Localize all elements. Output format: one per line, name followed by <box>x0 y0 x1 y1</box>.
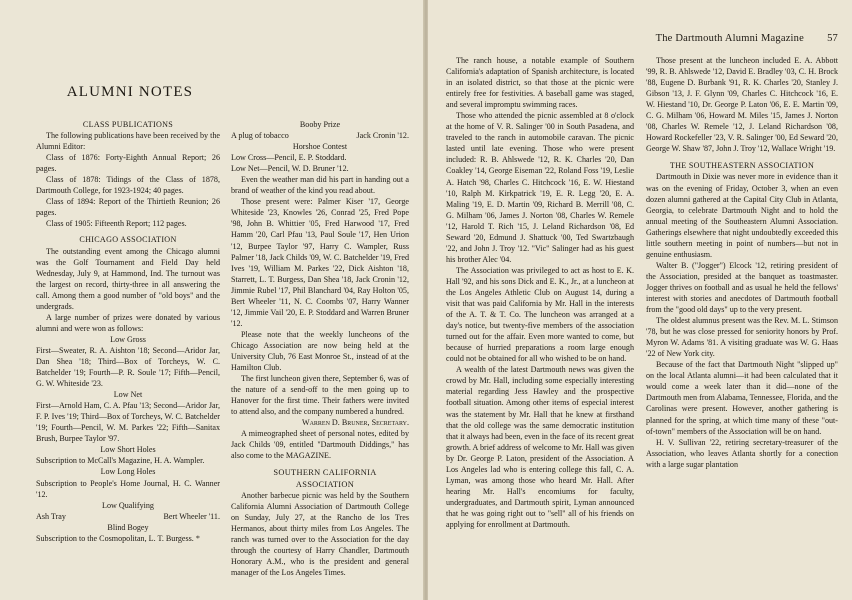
prize-category-heading: Horshoe Contest <box>292 142 348 152</box>
prize-list: First—Arnold Ham, C. A. Pfau '13; Second—Aridor Jar, F. P. Ives '19; Third—Box of Torcheys, W. C. Batchelder '19; Fourth—Pencil, W. M. Parkes '22; Fifth—Sanitax Brush, Burpee Taylor '97. <box>36 401 220 444</box>
publication-item: Class of 1905: Fifteenth Report; 112 pages. <box>46 219 187 229</box>
southern-california-paragraph: A wealth of the latest Dartmouth news was given the crowd by Mr. Hall, including some especially interesting material regarding Jess Hawley and the prospective football situation. Among other items of especial interest was the statement by Mr. Hall that he knew at firsthand that the old college was the same democratic institution that it always had been, even in the face of its recent great growth. A brief address of welcome to Mr. Hall was given by Dr. George P. Laton, president of the Association. A Los Angeles lad who is entering college this fall, C. A. Lyman, was among those who heard Mr. Hall. After hearing Mr. Hall's encomiums for faculty, undergraduates, and Dartmouth spirit, Lyman announced that he was going right out to "sell" all of his friends on applying for enrollment at Dartmouth. <box>446 365 634 529</box>
publication-item: Class of 1876: Forty-Eighth Annual Report; 26 pages. <box>36 153 220 174</box>
southern-california-heading: SOUTHERN CALIFORNIA <box>273 468 377 478</box>
prize-category-heading: Blind Bogey <box>107 522 149 532</box>
prize-winner: Bert Wheeler '11. <box>163 511 220 521</box>
prize-winner: Jack Cronin '12. <box>356 131 409 141</box>
ash-tray-row <box>36 511 220 522</box>
left-page-column-1 <box>36 119 220 544</box>
left-page-column-2 <box>231 119 409 578</box>
southeastern-paragraph: H. V. Sullivan '22, retiring secretary-treasurer of the Association, who leaves Atlanta shortly for a conection with a large sugar plantation <box>646 437 838 469</box>
chicago-paragraph: Those present were: Palmer Kiser '17, George Whiteside '23, Knowles '26, Conrad '25, Fred Pope '98, John B. Whittier '05, Fred Harwood '17, Fred Hamm '20, Carl Pfau '13, Paul Soule '17, Hen Urion '12, Burpee Taylor '97, Harry C. Wampler, Russ Palmer '18, Jack Childs '09, W. C. Batchelder '19, Fred Ives '19, William M. Parkes '22, Dick Aishton '18, Starrett, L. T. Burgess, Dan Shea '18, Jack Cronin '12, Jimmie Rubel '17, Phil Blanchard '04, Ray Holton '05, Bert Wheeler '11, N. C. Coombs '07, Harry Wanner '12, Jimmie Vail '20, E. P. Stoddard and Warren Bruner '12. <box>231 197 409 328</box>
class-publications-heading: CLASS PUBLICATIONS <box>82 120 174 129</box>
chicago-paragraph: Please note that the weekly luncheons of the Chicago Association are now being held at the University Club, 76 East Monroe St., instead of at the Hamilton Club. <box>231 329 409 373</box>
southeastern-paragraph: The oldest alumnus present was the Rev. M. L. Stimson '78, but he was close pressed for seniority honors by Prof. Myron W. Adams '81. A visiting graduate was W. G. Haas '22 of New York city. <box>646 316 838 359</box>
southeastern-paragraph: Walter B. ("Jogger") Elcock '12, retiring president of the Association, presided at the banquet as toastmaster. Jogger thrives on football and as usual he held the fellows' interest with stories and anecdotes of Dartmouth football from the "good old days" up to the very present. <box>646 260 838 315</box>
chicago-paragraph: Even the weather man did his part in handing out a brand of weather of the kind you read about. <box>231 175 409 196</box>
prize-list: Low Cross—Pencil, E. P. Stoddard. <box>231 153 347 163</box>
right-page-column-2 <box>646 55 838 470</box>
chicago-paragraph: The first luncheon given there, September 6, was of the nature of a send-off to the men going up to Hanover for the first time. Their fathers were invited to attend also, and the company numbered a hundred. <box>231 374 409 417</box>
class-publications-intro: The following publications have been received by the Alumni Editor: <box>36 131 220 152</box>
southeastern-association-heading: THE SOUTHEASTERN ASSOCIATION <box>669 161 815 171</box>
right-page <box>428 0 852 600</box>
prize-list: Subscription to People's Home Journal, H. C. Wanner '12. <box>36 478 220 499</box>
prize-category-heading: Low Long Holes <box>100 467 156 477</box>
prize-list: Subscription to the Cosmopolitan, L. T. Burgess. * <box>36 533 200 543</box>
prize-category-heading: Low Qualifying <box>102 500 154 510</box>
chicago-association-heading: CHICAGO ASSOCIATION <box>79 235 177 245</box>
magazine-title: The Dartmouth Alumni Magazine <box>655 33 804 44</box>
southern-california-paragraph: The Association was privileged to act as host to E. K. Hall '92, and his sons Dick and E. K., Jr., at a luncheon at the Los Angeles Athletic Club on August 14, during a visit that was paid California by Mr. Hall in the interests of the A. T. & T. Co. The luncheon was arranged at a day's notice, but twenty-five members of the association turned out for the affair. Even more wanted to come, but because of hurried preparations a room large enough could not be obtained for all who wished to be on hand. <box>446 265 634 364</box>
prize-category-heading: Booby Prize <box>299 120 341 129</box>
chicago-paragraph: A mimeographed sheet of personal notes, edited by Jack Childs '09, entitled "Dartmouth Diddings," has also come to the MAGAZINE. <box>231 429 409 461</box>
prize-category-heading: Low Short Holes <box>100 445 156 455</box>
southeastern-paragraph: Because of the fact that Dartmouth Night "slipped up" on the local Atlanta alumni—it had been calculated that it would come a week later than it did—none of the Dartmouth men from Alabama, Tennessee, Florida, and the Carolinas were present. However, another gathering is planned for the spring, at which time many of these "out-of-town" members of the Association will be on hand. <box>646 360 838 436</box>
page-number: 57 <box>827 33 838 44</box>
chicago-paragraph: A large number of prizes were donated by various alumni and were won as follows: <box>36 312 220 333</box>
prize-list: Low Net—Pencil, W. D. Bruner '12. <box>231 164 349 174</box>
alumni-notes-title: ALUMNI NOTES <box>66 84 194 100</box>
southern-california-paragraph: The ranch house, a notable example of Southern California's adaptation of Spanish architecture, is located in an isolated district, so that those at the picnic were entirely free for festivities. A baseball game was staged, and several impromptu swimming races. <box>446 56 634 110</box>
booby-prize-row <box>231 130 409 141</box>
southern-california-heading-line-2: ASSOCIATION <box>295 479 355 489</box>
left-page <box>0 0 425 600</box>
chicago-paragraph: The outstanding event among the Chicago alumni was the Golf Tournament and Field Day held Wednesday, July 9, at Hammond, Ind. The turnout was the largest on record, thirty-three in all answering the call. Among them a good number of "old boys" and the undergrads. <box>36 246 220 311</box>
prize-list: Subscription to McCall's Magazine, H. A. Wampler. <box>36 456 205 466</box>
prize-name: Ash Tray <box>36 511 66 521</box>
publication-item: Class of 1894: Report of the Thirtieth Reunion; 26 pages. <box>36 197 220 218</box>
southern-california-paragraph: Those present at the luncheon included E. A. Abbott '99, R. B. Ahlswede '12, David E. Bradley '03, C. H. Brock '88, Eugene D. Burbank '91, R. K. Charles '20, Stanley J. Gibson '13, J. F. Glynn '09, Charles C. Hitchcock '16, E. W. Hiestand '10, Dr. George P. Laton '06, E. E. Martin '09, C. G. Milham '06, Howard M. Miles '15, James J. Norton '08, Charles W. Remele '12, J. Leland Richardson '08, Howard Rockefeller '23, V. R. Salinger '00, Ed Seward '20, George W. Shaw '87, John J. Troy '12, Wallace Wright '19. <box>646 56 838 154</box>
prize-category-heading: Low Net <box>113 390 143 400</box>
prize-list: First—Sweater, R. A. Aishton '18; Second—Aridor Jar, Dan Shea '18; Third—Box of Torcheys, W. C. Batchelder '19; Fourth—P. R. Soule '17; Fifth—Pencil, G. W. Whiteside '23. <box>36 345 220 389</box>
southern-california-paragraph: Another barbecue picnic was held by the Southern California Alumni Association of Dartmouth College on Sunday, July 27, at the Rancho de los Tres Hermanos, about thirty miles from Los Angeles. The ranch was turned over to the Association for the day through the courtesy of Harry Chandler, Dartmouth Honorary A.M., who is the president and general manager of the Los Angeles Times. <box>231 490 409 577</box>
prize-category-heading: Low Gross <box>110 334 146 344</box>
publication-item: Class of 1878: Tidings of the Class of 1878, Dartmouth College, for 1923-1924; 40 pages. <box>36 175 220 196</box>
right-page-column-1 <box>446 55 634 530</box>
chicago-signature: Warren D. Bruner, Secretary. <box>301 418 409 428</box>
southern-california-paragraph: Those who attended the picnic assembled at 8 o'clock at the home of V. R. Salinger '00 in South Pasadena, and traveled to the ranch in automobile caravan. The picnic lasted until late evening. Those who were present included: R. B. Ahlswede '12, R. K. Charles '20, Dan Coakley '14, George Eiseman '22, Roland Foss '19, Leslie A. Hatch '98, Charles C. Hitchcock '16, E. W. Hiestand '10, Ralph M. Kirkpatrick '19, E. R. Legg '20, E. A. Maling '19, E. D. Martin '09, Richard B. Merrill '08, C. G. Milham '06, James J. Norton '08, Charles W. Remele '12, Harold T. Rich '15, J. Leland Richardson '08, Ed Seward '20, Edmund J. Shattuck '00, Ted Swartzbaugh '22, and John J. Troy '12. "Vic" Salinger had as his guest his brother Alec '04. <box>446 111 634 264</box>
prize-name: A plug of tobacco <box>231 131 289 141</box>
southeastern-paragraph: Dartmouth in Dixie was never more in evidence than it was on the evening of Friday, October 3, when an even dozen alumni gathered at the Capital City Club in Atlanta, Georgia, to celebrate Dartmouth Night and to hold the annual meeting of the Southeastern Alumni Association. Gatherings elsewhere that night undoubtedly exceeded this little southern meeting in point of numbers—but not in genuine enthusiasm. <box>646 172 838 259</box>
